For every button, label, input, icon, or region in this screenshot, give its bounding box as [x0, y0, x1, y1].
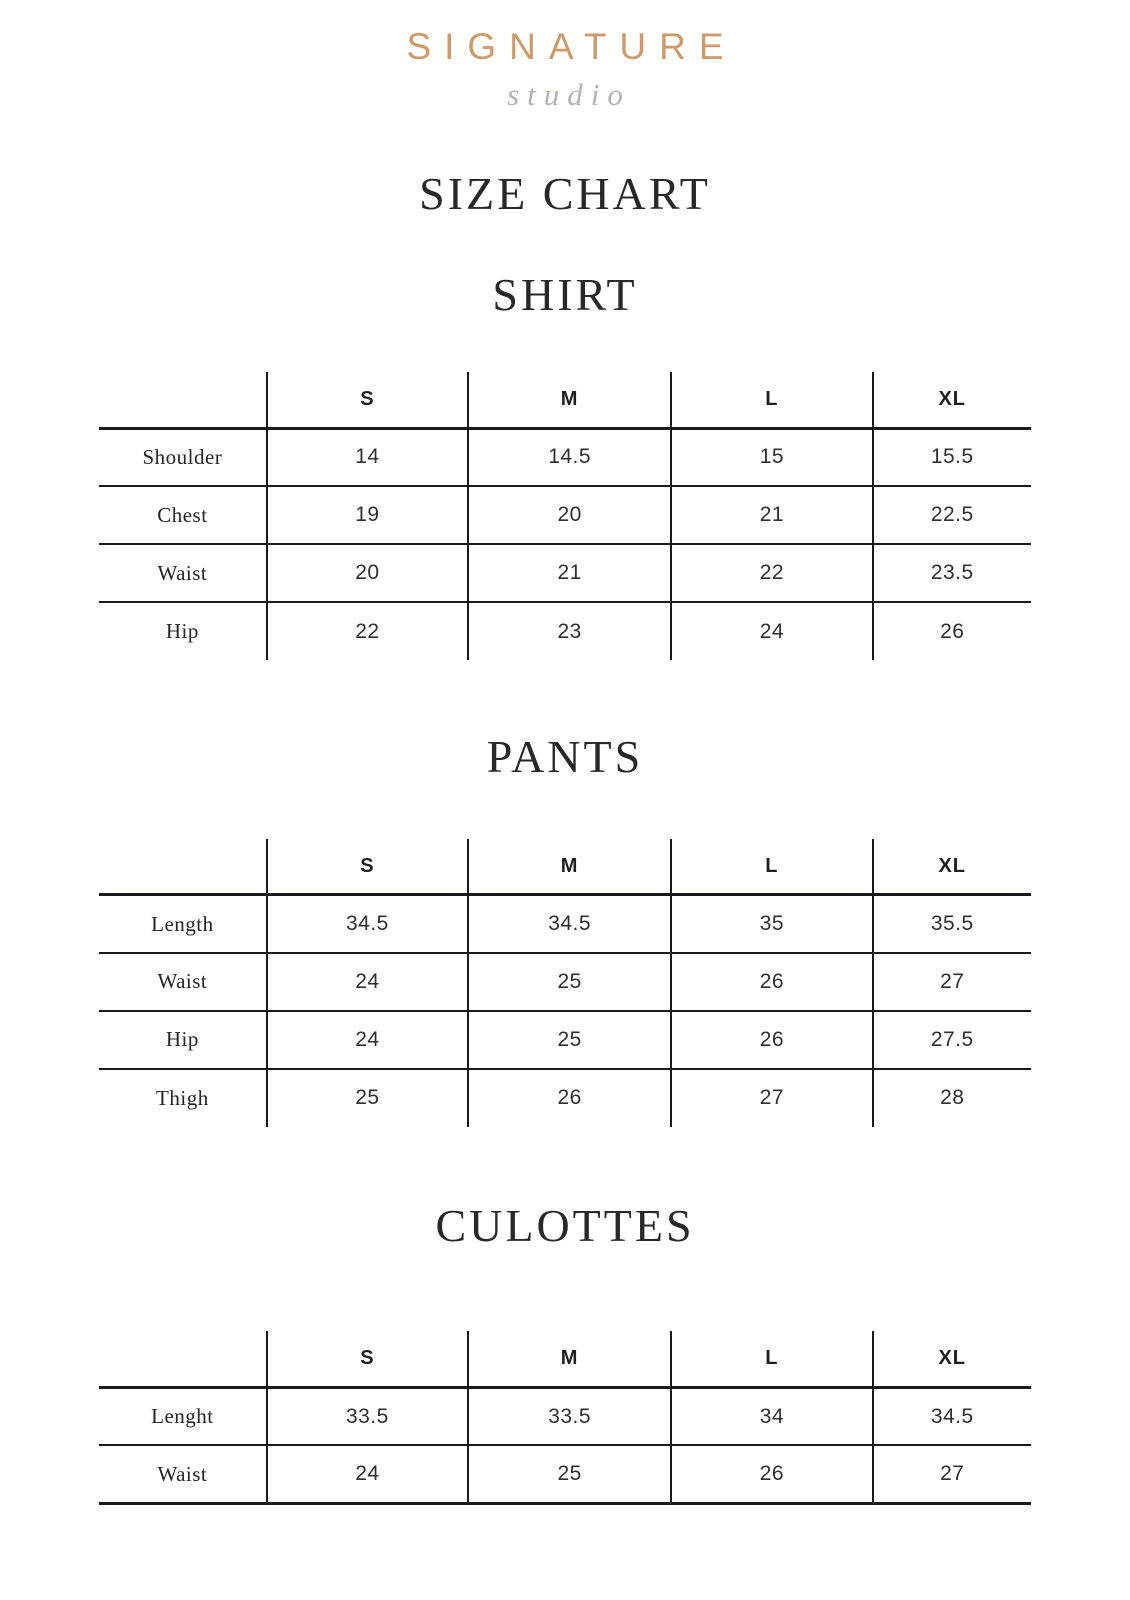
size-cell: 27: [873, 1445, 1031, 1503]
size-cell: 26: [873, 602, 1031, 660]
size-cell: 20: [267, 544, 468, 602]
size-cell: 14.5: [468, 428, 671, 486]
size-table-shirt: [99, 372, 1031, 660]
row-label: Thigh: [99, 1069, 267, 1127]
size-cell: 19: [267, 486, 468, 544]
corner-cell: [99, 372, 267, 428]
column-header-m: M: [468, 839, 671, 895]
size-cell: 28: [873, 1069, 1031, 1127]
section-heading-culottes: CULOTTES: [435, 1199, 695, 1251]
size-cell: 24: [267, 1011, 468, 1069]
size-cell: 27.5: [873, 1011, 1031, 1069]
size-cell: 34.5: [873, 1387, 1031, 1445]
size-cell: 25: [267, 1069, 468, 1127]
size-cell: 34.5: [267, 895, 468, 953]
table-row-hip: [99, 1011, 1031, 1069]
size-cell: 24: [267, 953, 468, 1011]
size-cell: 25: [468, 953, 671, 1011]
table-row-thigh: [99, 1069, 1031, 1127]
size-cell: 26: [671, 1011, 872, 1069]
row-label: Lenght: [151, 1404, 214, 1429]
size-cell: 22: [267, 602, 468, 660]
size-cell: 15.5: [873, 428, 1031, 486]
size-cell: 24: [671, 602, 872, 660]
size-cell: 23.5: [873, 544, 1031, 602]
brand-logo: [0, 0, 1130, 113]
size-cell: 25: [468, 1445, 671, 1503]
column-header-s: S: [267, 1331, 468, 1387]
column-header-m: M: [468, 1331, 671, 1387]
column-header-s: S: [267, 839, 468, 895]
column-header-l: L: [671, 839, 872, 895]
row-label: Waist: [99, 1445, 267, 1503]
size-cell: 20: [468, 486, 671, 544]
table-row-waist: [99, 953, 1031, 1011]
column-header-m: M: [468, 372, 671, 428]
column-header-l: L: [671, 372, 872, 428]
size-cell: 27: [873, 953, 1031, 1011]
size-cell: 27: [671, 1069, 872, 1127]
corner-cell: [99, 839, 267, 895]
size-cell: 21: [468, 544, 671, 602]
column-header-l: L: [671, 1331, 872, 1387]
row-label: Shoulder: [142, 444, 223, 469]
table-row-waist: [99, 544, 1031, 602]
column-header-xl: XL: [873, 839, 1031, 895]
section-heading-shirt: SHIRT: [492, 268, 638, 320]
column-header-xl: XL: [873, 372, 1031, 428]
size-cell: 15: [671, 428, 872, 486]
size-cell: 35.5: [873, 895, 1031, 953]
table-header-row: [99, 839, 1031, 895]
size-cell: 23: [468, 602, 671, 660]
page-title: SIZE CHART: [419, 168, 711, 219]
size-cell: 22: [671, 544, 872, 602]
table-row-lenght: [99, 1387, 1031, 1445]
size-cell: 21: [671, 486, 872, 544]
table-header-row: [99, 372, 1031, 428]
row-label: Chest: [99, 486, 267, 544]
column-header-xl: XL: [873, 1331, 1031, 1387]
size-cell: 14: [267, 428, 468, 486]
brand-name: SIGNATURE: [406, 26, 737, 67]
size-cell: 26: [468, 1069, 671, 1127]
row-label: Waist: [99, 953, 267, 1011]
size-cell: 34: [671, 1387, 872, 1445]
row-label: Hip: [99, 602, 267, 660]
size-cell: 33.5: [468, 1387, 671, 1445]
size-table-culottes: [99, 1331, 1031, 1505]
row-label: Waist: [99, 544, 267, 602]
size-cell: 22.5: [873, 486, 1031, 544]
column-header-s: S: [267, 372, 468, 428]
corner-cell: [99, 1331, 267, 1387]
size-cell: 34.5: [468, 895, 671, 953]
table-row-length: [99, 895, 1031, 953]
row-label: Length: [151, 911, 214, 936]
row-label: Hip: [99, 1011, 267, 1069]
table-row-waist: [99, 1445, 1031, 1503]
table-row-chest: [99, 486, 1031, 544]
size-cell: 26: [671, 1445, 872, 1503]
table-row-shoulder: [99, 428, 1031, 486]
table-row-hip: [99, 602, 1031, 660]
size-cell: 25: [468, 1011, 671, 1069]
size-cell: 33.5: [267, 1387, 468, 1445]
brand-script-studio: studio: [507, 77, 631, 112]
size-cell: 24: [267, 1445, 468, 1503]
size-table-pants: [99, 839, 1031, 1127]
size-cell: 35: [671, 895, 872, 953]
size-cell: 26: [671, 953, 872, 1011]
section-heading-pants: PANTS: [486, 731, 644, 783]
table-header-row: [99, 1331, 1031, 1387]
